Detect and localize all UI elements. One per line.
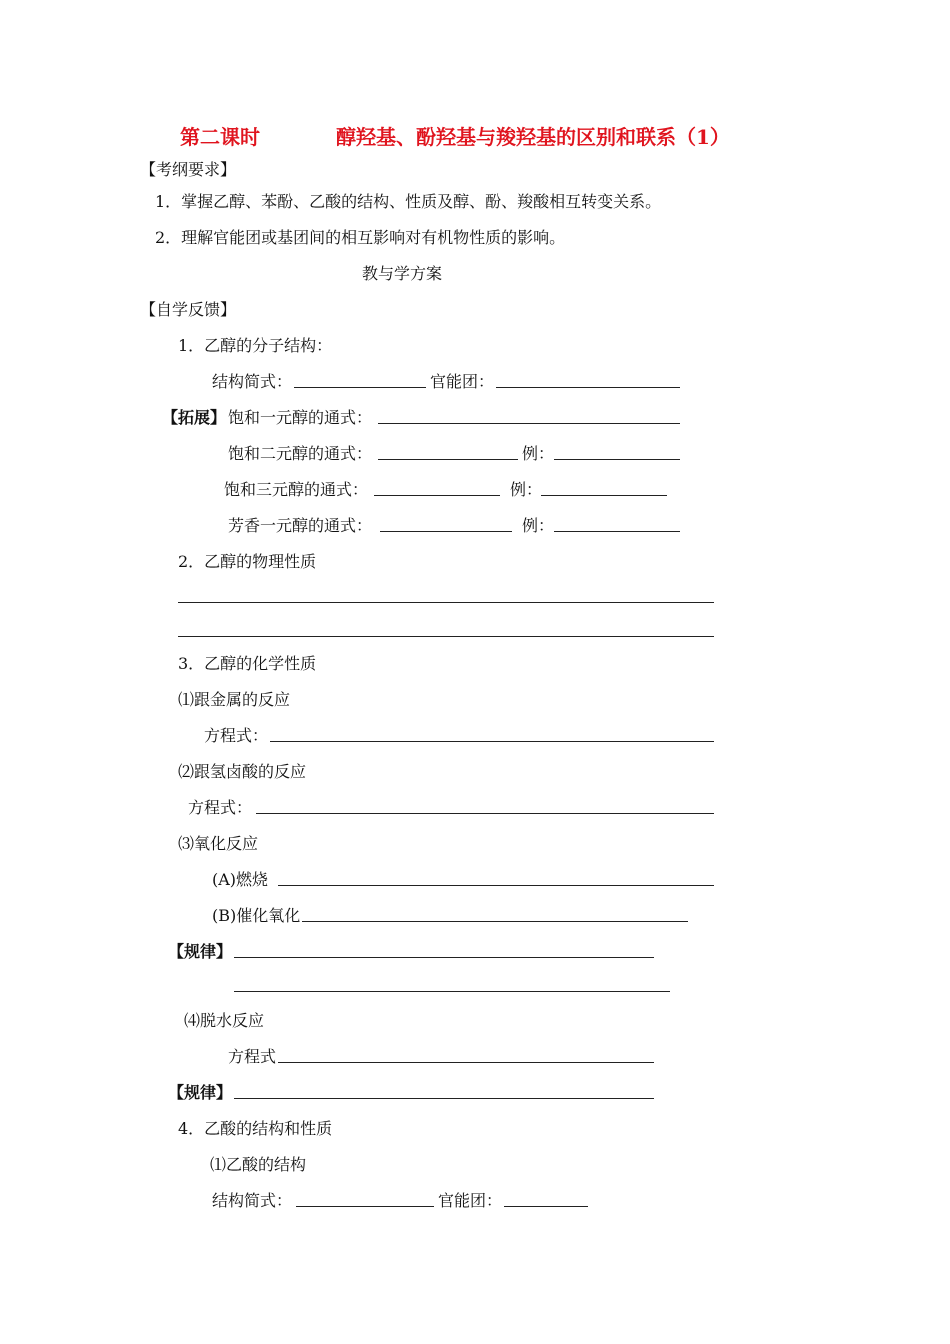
rule-2-blank[interactable] [234,1098,654,1099]
q4-s1: ⑴乙酸的结构 [210,1155,307,1174]
kaogang-heading: 【考纲要求】 [140,160,237,179]
tuozhan-r4-blank[interactable] [380,531,512,532]
kaogang-item-2: 2．理解官能团或基团间的相互影响对有机物性质的影响。 [155,228,566,247]
page-title: 醇羟基、酚羟基与羧羟基的区别和联系（1） [336,125,730,149]
kaogang-item-1: 1．掌握乙醇、苯酚、乙酸的结构、性质及醇、酚、羧酸相互转变关系。 [155,192,662,211]
q2-answer-line-1[interactable] [178,602,714,603]
q3-s1-eq-label: 方程式： [204,726,269,745]
q3-s3-a-label: (A)燃烧 [212,870,269,889]
q3-s1-eq-blank[interactable] [270,741,714,742]
tuozhan-r3-blank[interactable] [374,495,500,496]
tuozhan-r3-label: 饱和三元醇的通式： [224,480,369,499]
q4-title: 4．乙酸的结构和性质 [178,1119,333,1138]
q3-s1: ⑴跟金属的反应 [178,690,291,709]
q3-s3-b-label: (B)催化氧化 [212,906,301,925]
q2-answer-line-2[interactable] [178,636,714,637]
tuozhan-r4-example-label: 例： [522,516,555,535]
zixue-heading: 【自学反馈】 [140,300,237,319]
tuozhan-r2-blank[interactable] [378,459,518,460]
rule-tag-2: 【规律】 [168,1083,233,1102]
q1-group-label: 官能团： [430,372,495,391]
q3-s3: ⑶氧化反应 [178,834,259,853]
q3-s4-eq-blank[interactable] [278,1062,654,1063]
q3-s2-eq-label: 方程式： [188,798,253,817]
tuozhan-tag: 【拓展】 [162,408,227,427]
q1-title: 1．乙醇的分子结构： [178,336,333,355]
tuozhan-r3-example-blank[interactable] [541,495,667,496]
q3-s4: ⑷脱水反应 [184,1011,265,1030]
center-heading: 教与学方案 [362,264,443,283]
q3-s2: ⑵跟氢卤酸的反应 [178,762,307,781]
q3-s2-eq-blank[interactable] [256,813,714,814]
tuozhan-r2-example-blank[interactable] [554,459,680,460]
tuozhan-r2-example-label: 例： [522,444,555,463]
rule-1-blank-line-1[interactable] [234,957,654,958]
tuozhan-r1-label: 饱和一元醇的通式： [228,408,373,427]
q1-group-blank[interactable] [496,387,680,388]
tuozhan-r3-example-label: 例： [510,480,543,499]
lesson-label: 第二课时 [180,125,260,149]
q4-struct-label: 结构简式： [212,1191,293,1210]
rule-tag-1: 【规律】 [168,942,233,961]
q4-group-blank[interactable] [504,1206,588,1207]
q4-group-label: 官能团： [438,1191,503,1210]
tuozhan-r4-label: 芳香一元醇的通式： [228,516,373,535]
tuozhan-r1-blank[interactable] [378,423,680,424]
q2-title: 2．乙醇的物理性质 [178,552,317,571]
tuozhan-r2-label: 饱和二元醇的通式： [228,444,373,463]
rule-1-blank-line-2[interactable] [234,991,670,992]
q3-s4-eq-label: 方程式 [228,1047,277,1066]
q3-s3-a-blank[interactable] [278,885,714,886]
q3-s3-b-blank[interactable] [302,921,688,922]
q1-struct-blank[interactable] [294,387,426,388]
q3-title: 3．乙醇的化学性质 [178,654,317,673]
q4-struct-blank[interactable] [296,1206,434,1207]
q1-struct-label: 结构简式： [212,372,293,391]
tuozhan-r4-example-blank[interactable] [554,531,680,532]
